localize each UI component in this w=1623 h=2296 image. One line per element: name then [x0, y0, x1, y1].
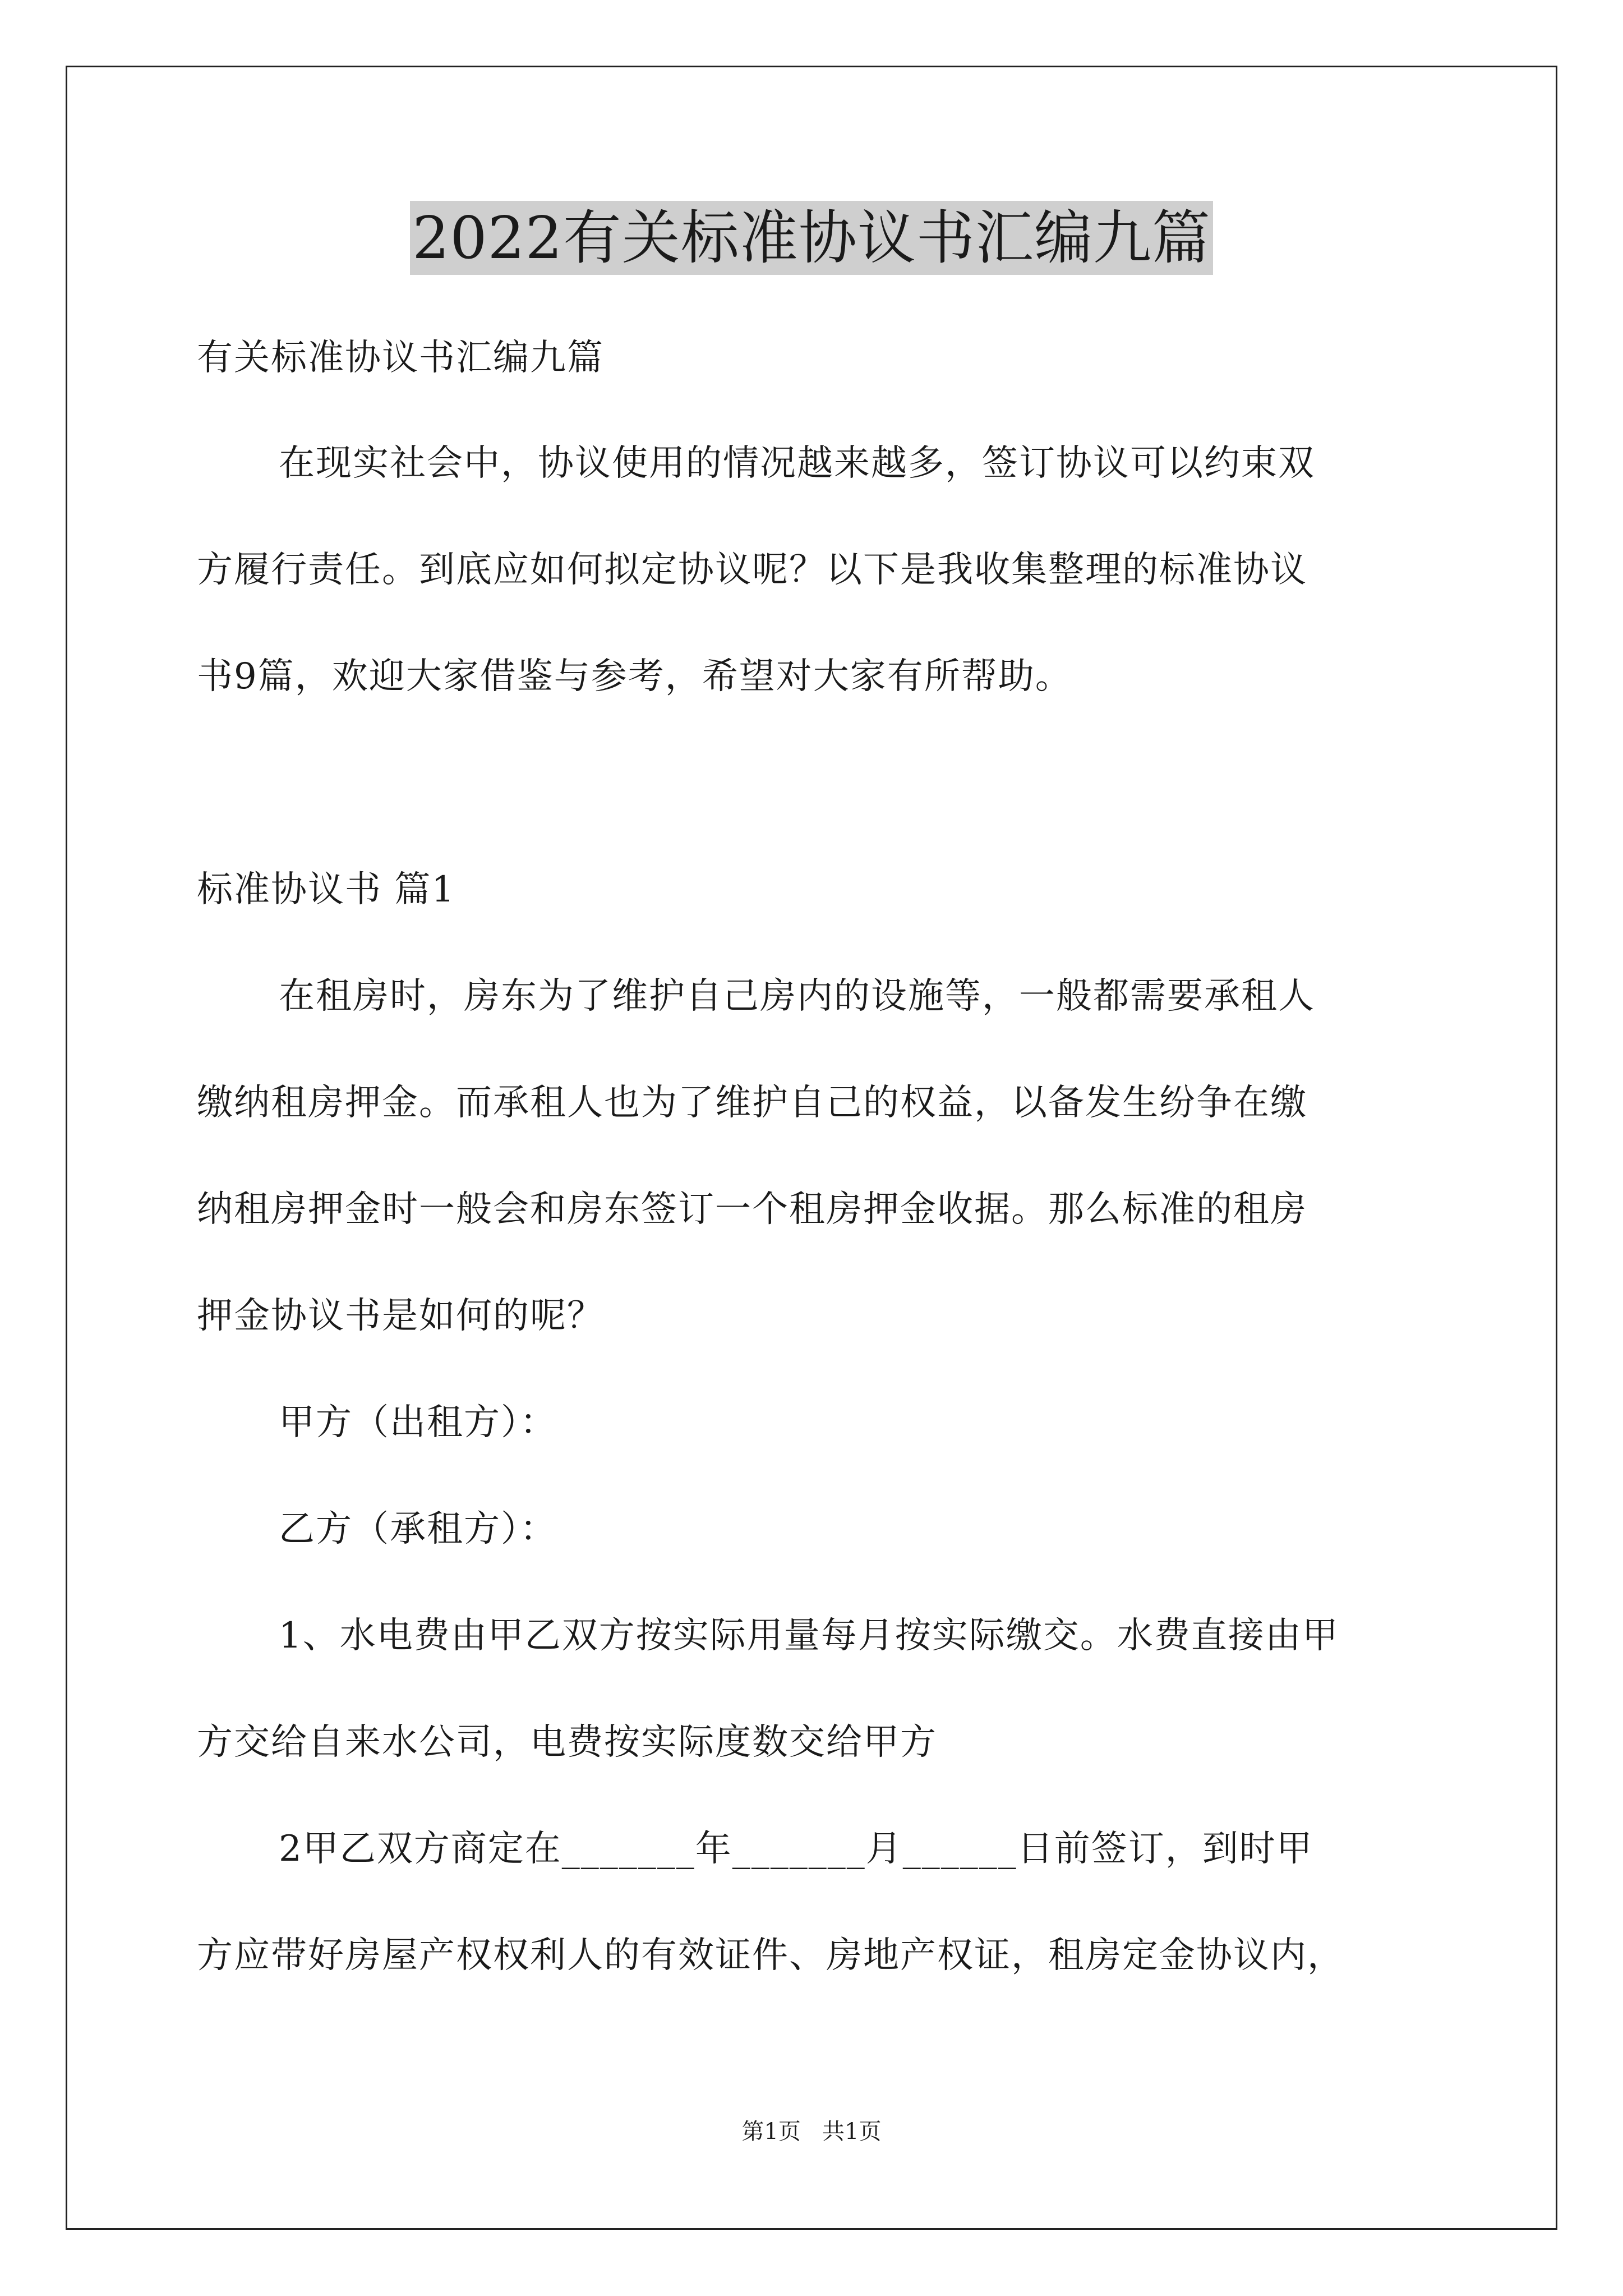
section-paragraph-line: 缴纳租房押金。而承租人也为了维护自己的权益，以备发生纷争在缴: [197, 1082, 1307, 1124]
document-subtitle: 有关标准协议书汇编九篇: [197, 337, 604, 379]
clause-line: 1、水电费由甲乙双方按实际用量每月按实际缴交。水费直接由甲: [279, 1615, 1339, 1657]
clause-line: 方交给自来水公司，电费按实际度数交给甲方: [197, 1722, 937, 1763]
section-heading: 标准协议书 篇1: [197, 869, 456, 910]
section-paragraph-line: 在租房时，房东为了维护自己房内的设施等，一般都需要承租人: [279, 976, 1315, 1017]
document-title: 2022有关标准协议书汇编九篇: [410, 201, 1213, 275]
page-number-footer: 第1页 共1页: [741, 2119, 882, 2145]
party-b-line: 乙方（承租方）：: [279, 1508, 557, 1550]
intro-line: 在现实社会中，协议使用的情况越来越多，签订协议可以约束双: [279, 443, 1315, 484]
party-a-line: 甲方（出租方）：: [279, 1402, 557, 1443]
page-border: [66, 66, 1557, 2230]
intro-line: 方履行责任。到底应如何拟定协议呢？以下是我收集整理的标准协议: [197, 549, 1307, 591]
title-container: [0, 201, 1623, 275]
clause-line: 方应带好房屋产权权利人的有效证件、房地产权证，租房定金协议内，: [197, 1935, 1344, 1976]
intro-line: 书9篇，欢迎大家借鉴与参考，希望对大家有所帮助。: [197, 656, 1072, 697]
section-paragraph-line: 纳租房押金时一般会和房东签订一个租房押金收据。那么标准的租房: [197, 1189, 1307, 1230]
section-paragraph-line: 押金协议书是如何的呢？: [197, 1295, 604, 1337]
clause-line: 2甲乙双方商定在_______年_______月______日前签订，到时甲: [279, 1828, 1313, 1870]
